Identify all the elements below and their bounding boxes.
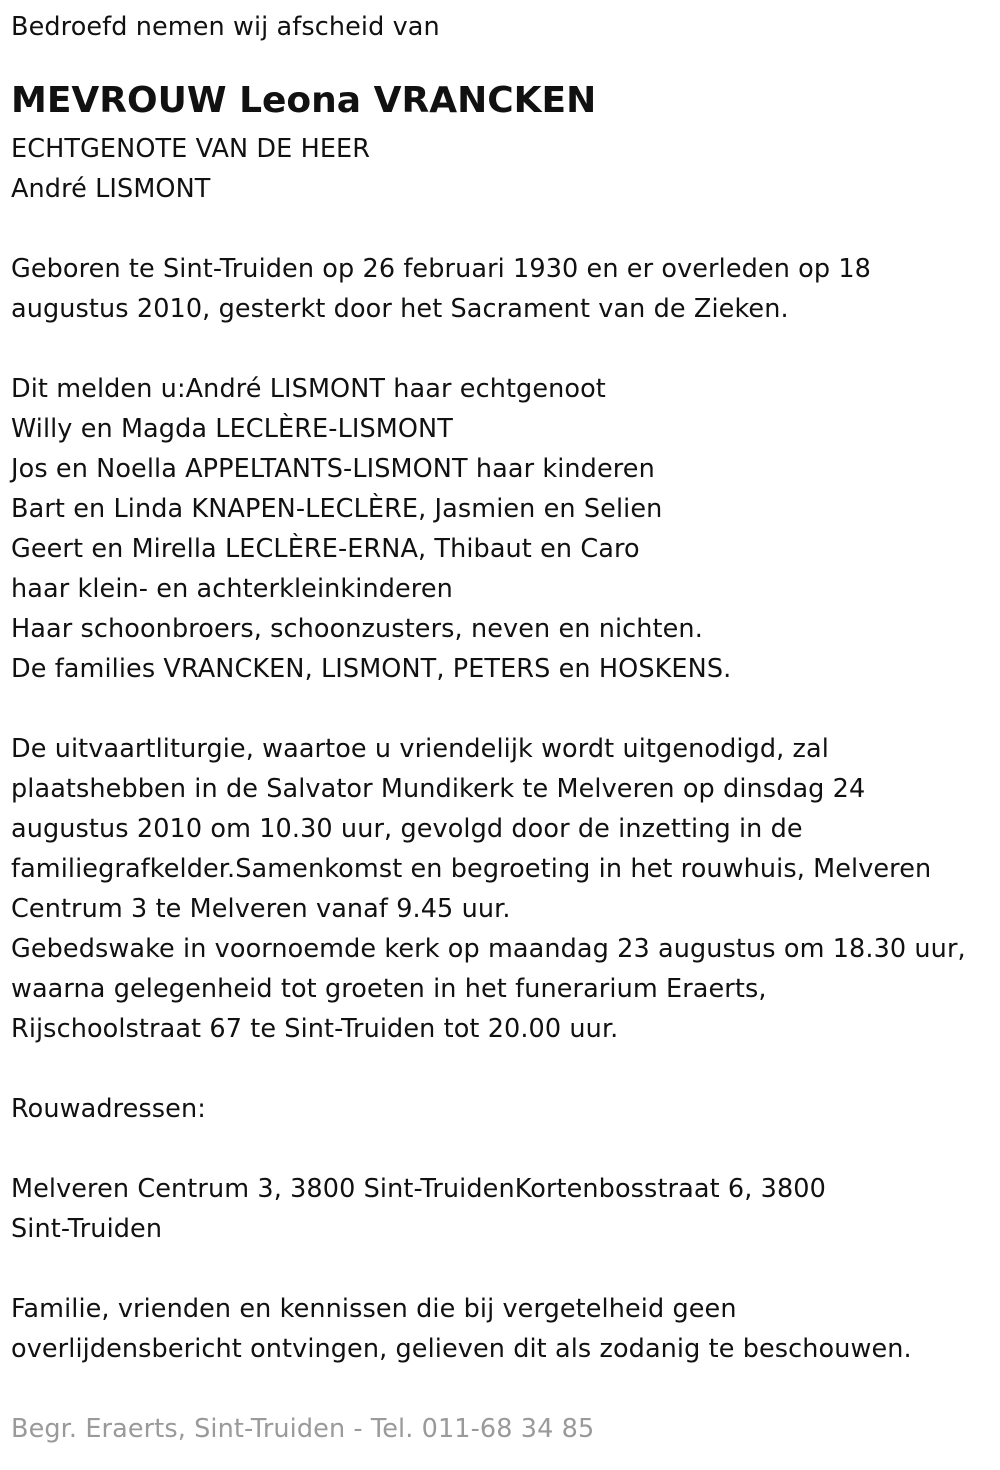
- paragraph-line: Rijschoolstraat 67 te Sint-Truiden tot 20.00 uur.: [11, 1014, 619, 1044]
- paragraph-line: overlijdensbericht ontvingen, gelieven dit als zodanig te beschouwen.: [11, 1334, 912, 1364]
- paragraph-line: Geboren te Sint-Truiden op 26 februari 1930 en er overleden op 18: [11, 254, 872, 284]
- birth-death-paragraph: [11, 249, 1000, 329]
- announcer-line: Geert en Mirella LECLÈRE-ERNA, Thibaut en Caro: [11, 534, 640, 564]
- spacer: [11, 47, 1000, 77]
- spacer: [11, 329, 1000, 369]
- spouse-title: ECHTGENOTE VAN DE HEER: [11, 134, 371, 164]
- address-line: Melveren Centrum 3, 3800 Sint-TruidenKortenbosstraat 6, 3800: [11, 1174, 826, 1204]
- spacer: [11, 1369, 1000, 1409]
- paragraph-line: De uitvaartliturgie, waartoe u vriendelijk wordt uitgenodigd, zal: [11, 734, 829, 764]
- spacer: [11, 1129, 1000, 1169]
- intro-text: Bedroefd nemen wij afscheid van: [11, 12, 440, 42]
- closing-paragraph: [11, 1289, 1000, 1369]
- paragraph-line: Gebedswake in voornoemde kerk op maandag 23 augustus om 18.30 uur,: [11, 934, 966, 964]
- paragraph-line: augustus 2010, gesterkt door het Sacrament van de Zieken.: [11, 294, 789, 324]
- spacer: [11, 689, 1000, 729]
- deceased-name: MEVROUW Leona VRANCKEN: [11, 80, 597, 121]
- announcer-line: Haar schoonbroers, schoonzusters, neven en nichten.: [11, 614, 703, 644]
- paragraph-line: Familie, vrienden en kennissen die bij vergetelheid geen: [11, 1294, 737, 1324]
- paragraph-line: familiegrafkelder.Samenkomst en begroeting in het rouwhuis, Melveren: [11, 854, 932, 884]
- announcer-line: Dit melden u:André LISMONT haar echtgenoot: [11, 374, 606, 404]
- spouse-name: André LISMONT: [11, 174, 211, 204]
- funeral-paragraph: [11, 729, 1000, 1049]
- paragraph-line: waarna gelegenheid tot groeten in het funerarium Eraerts,: [11, 974, 767, 1004]
- spacer: [11, 1249, 1000, 1289]
- announcer-line: haar klein- en achterkleinkinderen: [11, 574, 453, 604]
- paragraph-line: plaatshebben in de Salvator Mundikerk te Melveren op dinsdag 24: [11, 774, 866, 804]
- paragraph-line: Centrum 3 te Melveren vanaf 9.45 uur.: [11, 894, 511, 924]
- paragraph-line: augustus 2010 om 10.30 uur, gevolgd door de inzetting in de: [11, 814, 803, 844]
- announcer-line: Willy en Magda LECLÈRE-LISMONT: [11, 414, 453, 444]
- mourning-addresses-label: Rouwadressen:: [11, 1094, 206, 1124]
- spacer: [11, 209, 1000, 249]
- address-line: Sint-Truiden: [11, 1214, 163, 1244]
- announcer-line: Jos en Noella APPELTANTS-LISMONT haar kinderen: [11, 454, 655, 484]
- announcers-list: [11, 369, 1000, 689]
- announcer-line: De families VRANCKEN, LISMONT, PETERS en HOSKENS.: [11, 654, 732, 684]
- mourning-addresses: [11, 1169, 1000, 1249]
- undertaker-footer: Begr. Eraerts, Sint-Truiden - Tel. 011-68 34 85: [11, 1414, 595, 1444]
- spacer: [11, 1049, 1000, 1089]
- announcer-line: Bart en Linda KNAPEN-LECLÈRE, Jasmien en Selien: [11, 494, 663, 524]
